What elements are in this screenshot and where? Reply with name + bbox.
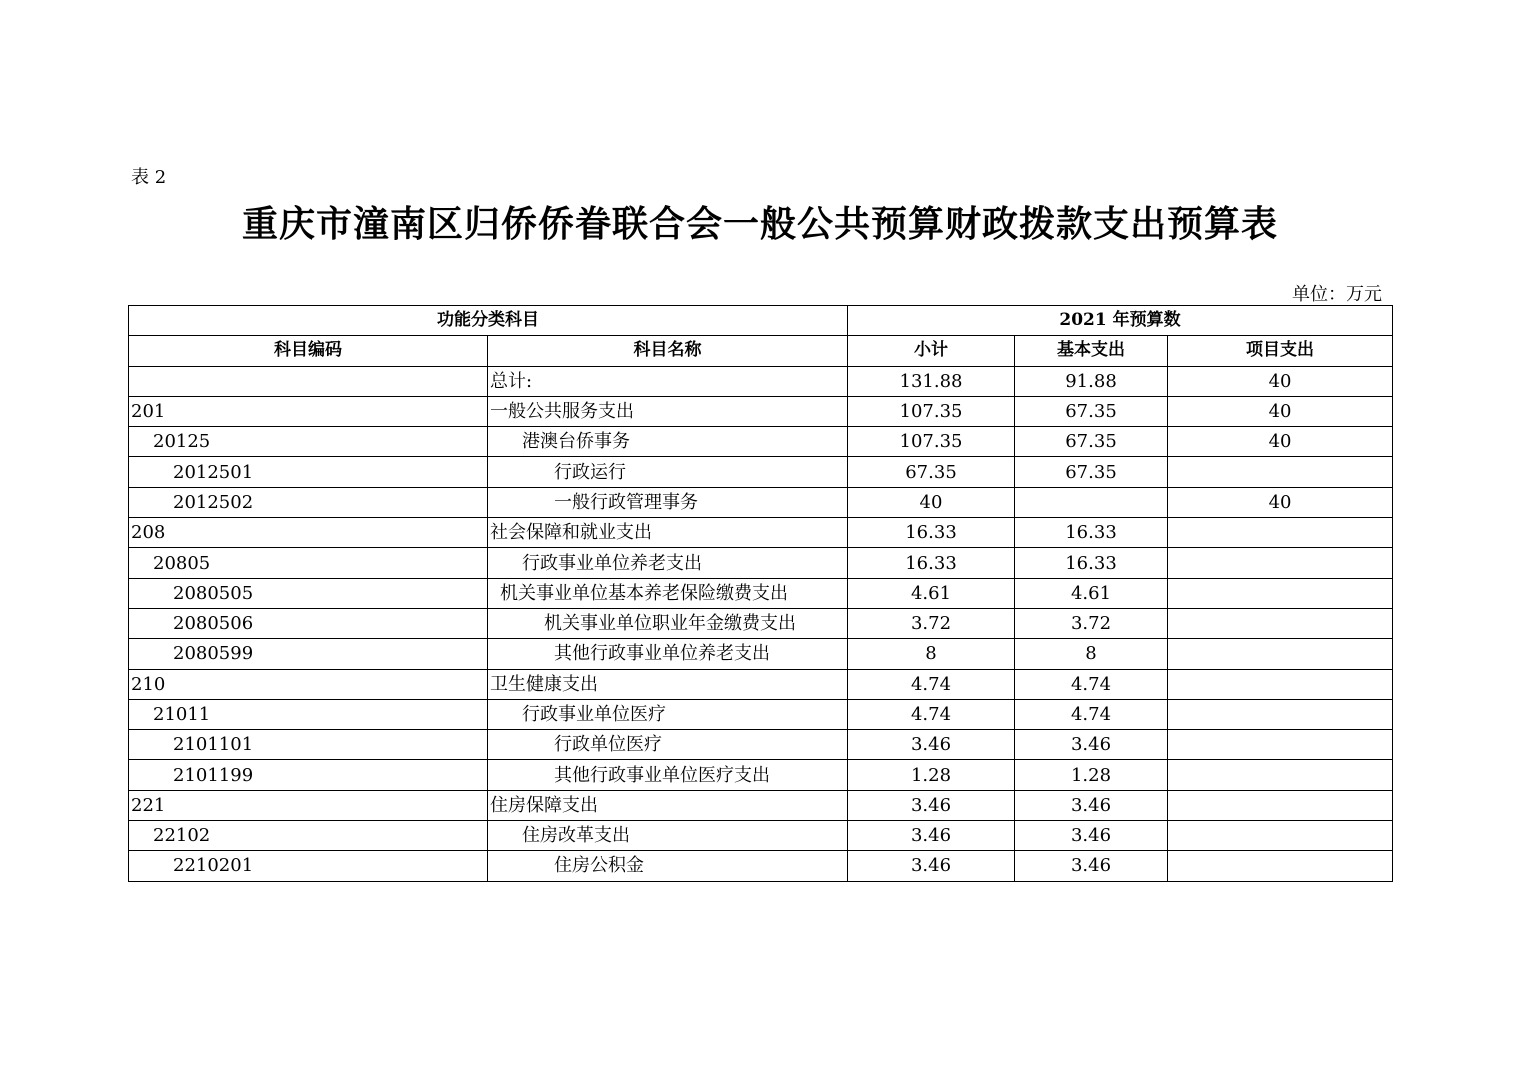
- row-subtotal: 107.35: [848, 396, 1015, 426]
- row-name: 其他行政事业单位医疗支出: [488, 760, 848, 790]
- row-basic: 4.74: [1015, 669, 1168, 699]
- row-name: 行政事业单位养老支出: [488, 548, 848, 578]
- row-basic: 8: [1015, 639, 1168, 669]
- table-row: [129, 396, 1393, 426]
- row-name: 一般行政管理事务: [488, 487, 848, 517]
- row-subtotal: 3.72: [848, 608, 1015, 638]
- row-name: 一般公共服务支出: [488, 396, 848, 426]
- row-project: 40: [1168, 366, 1393, 396]
- row-basic: 4.74: [1015, 699, 1168, 729]
- row-subtotal: 67.35: [848, 457, 1015, 487]
- row-basic: 67.35: [1015, 396, 1168, 426]
- row-code: 20805: [129, 548, 488, 578]
- table-row: [129, 851, 1393, 881]
- row-code: 208: [129, 518, 488, 548]
- row-basic: 16.33: [1015, 548, 1168, 578]
- row-name: 社会保障和就业支出: [488, 518, 848, 548]
- header-name: 科目名称: [488, 336, 848, 366]
- row-basic: 4.61: [1015, 578, 1168, 608]
- row-project: [1168, 518, 1393, 548]
- row-basic: [1015, 487, 1168, 517]
- row-code: 21011: [129, 699, 488, 729]
- row-subtotal: 4.61: [848, 578, 1015, 608]
- row-project: [1168, 851, 1393, 881]
- row-subtotal: 3.46: [848, 851, 1015, 881]
- row-project: [1168, 608, 1393, 638]
- page-title: 重庆市潼南区归侨侨眷联合会一般公共预算财政拨款支出预算表: [241, 204, 1278, 245]
- row-name: 行政事业单位医疗: [488, 699, 848, 729]
- row-code: 2210201: [129, 851, 488, 881]
- row-basic: 3.72: [1015, 608, 1168, 638]
- row-name: 卫生健康支出: [488, 669, 848, 699]
- header-column-row: [129, 336, 1393, 366]
- row-basic: 3.46: [1015, 790, 1168, 820]
- row-code: 22102: [129, 821, 488, 851]
- unit-label: 单位：万元: [1292, 284, 1382, 305]
- budget-table: [128, 305, 1393, 882]
- table-row: [129, 487, 1393, 517]
- row-name: 总计:: [488, 366, 848, 396]
- row-subtotal: 131.88: [848, 366, 1015, 396]
- row-code: 2080599: [129, 639, 488, 669]
- row-subtotal: 1.28: [848, 760, 1015, 790]
- row-project: [1168, 457, 1393, 487]
- row-project: [1168, 548, 1393, 578]
- row-code: [129, 366, 488, 396]
- row-subtotal: 4.74: [848, 669, 1015, 699]
- table-row: [129, 578, 1393, 608]
- table-row: [129, 639, 1393, 669]
- row-project: [1168, 790, 1393, 820]
- table-row: [129, 669, 1393, 699]
- row-subtotal: 3.46: [848, 821, 1015, 851]
- row-code: 2012501: [129, 457, 488, 487]
- row-project: [1168, 639, 1393, 669]
- header-basic: 基本支出: [1015, 336, 1168, 366]
- row-code: 2080506: [129, 608, 488, 638]
- row-name: 行政单位医疗: [488, 730, 848, 760]
- header-code: 科目编码: [129, 336, 488, 366]
- row-basic: 91.88: [1015, 366, 1168, 396]
- row-subtotal: 16.33: [848, 518, 1015, 548]
- row-code: 20125: [129, 427, 488, 457]
- header-budget-year: 2021 年预算数: [848, 306, 1393, 336]
- row-project: 40: [1168, 427, 1393, 457]
- row-subtotal: 3.46: [848, 790, 1015, 820]
- row-subtotal: 16.33: [848, 548, 1015, 578]
- table-row: [129, 730, 1393, 760]
- table-row: [129, 518, 1393, 548]
- row-subtotal: 107.35: [848, 427, 1015, 457]
- row-name: 住房保障支出: [488, 790, 848, 820]
- row-project: [1168, 760, 1393, 790]
- table-row: [129, 821, 1393, 851]
- header-group-row: [129, 306, 1393, 336]
- row-basic: 3.46: [1015, 851, 1168, 881]
- row-subtotal: 8: [848, 639, 1015, 669]
- row-code: 2080505: [129, 578, 488, 608]
- row-project: [1168, 578, 1393, 608]
- row-name: 行政运行: [488, 457, 848, 487]
- table-row: [129, 427, 1393, 457]
- row-project: [1168, 730, 1393, 760]
- row-code: 2101199: [129, 760, 488, 790]
- row-subtotal: 4.74: [848, 699, 1015, 729]
- row-name: 其他行政事业单位养老支出: [488, 639, 848, 669]
- table-label: 表 2: [131, 167, 167, 188]
- row-project: [1168, 699, 1393, 729]
- table-row: [129, 366, 1393, 396]
- row-code: 2101101: [129, 730, 488, 760]
- row-basic: 3.46: [1015, 821, 1168, 851]
- row-subtotal: 40: [848, 487, 1015, 517]
- row-name: 住房改革支出: [488, 821, 848, 851]
- table-row: [129, 457, 1393, 487]
- table-row: [129, 548, 1393, 578]
- row-basic: 67.35: [1015, 427, 1168, 457]
- row-basic: 67.35: [1015, 457, 1168, 487]
- row-project: [1168, 821, 1393, 851]
- row-name: 机关事业单位职业年金缴费支出: [488, 608, 848, 638]
- row-code: 221: [129, 790, 488, 820]
- row-name: 机关事业单位基本养老保险缴费支出: [488, 578, 848, 608]
- row-code: 2012502: [129, 487, 488, 517]
- row-name: 港澳台侨事务: [488, 427, 848, 457]
- row-basic: 1.28: [1015, 760, 1168, 790]
- header-subtotal: 小计: [848, 336, 1015, 366]
- row-code: 210: [129, 669, 488, 699]
- row-subtotal: 3.46: [848, 730, 1015, 760]
- row-basic: 3.46: [1015, 730, 1168, 760]
- row-project: [1168, 669, 1393, 699]
- table-row: [129, 699, 1393, 729]
- header-function-classification: 功能分类科目: [129, 306, 848, 336]
- row-project: 40: [1168, 487, 1393, 517]
- row-code: 201: [129, 396, 488, 426]
- table-row: [129, 608, 1393, 638]
- row-basic: 16.33: [1015, 518, 1168, 548]
- row-project: 40: [1168, 396, 1393, 426]
- table-row: [129, 760, 1393, 790]
- table-row: [129, 790, 1393, 820]
- row-name: 住房公积金: [488, 851, 848, 881]
- header-project: 项目支出: [1168, 336, 1393, 366]
